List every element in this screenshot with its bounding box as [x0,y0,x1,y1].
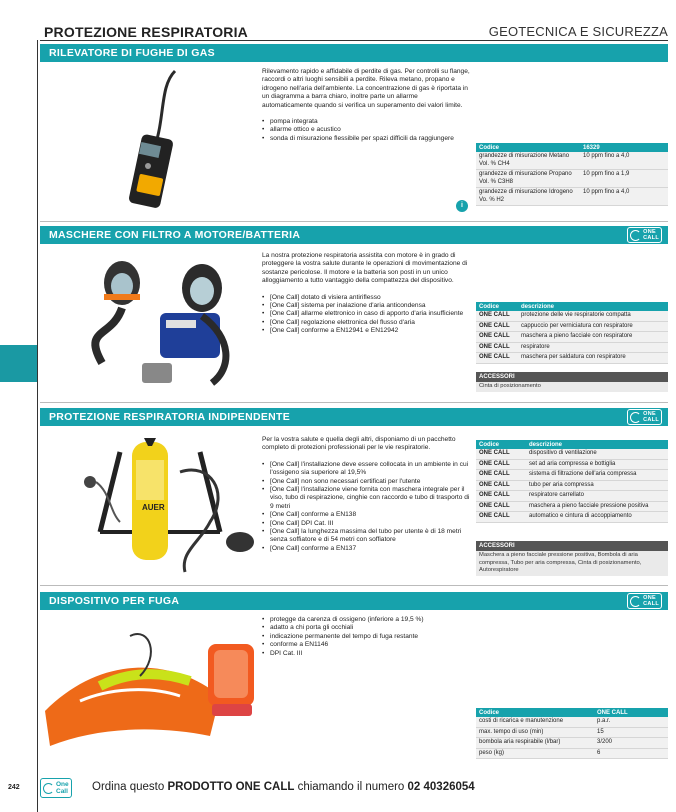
section-divider [40,585,668,586]
table-header: ONE CALL [594,708,668,717]
phone-number[interactable]: 02 40326054 [407,781,475,793]
page-tab-accent [0,345,37,382]
bullet-item: • [One Call] dotato di visiera antiriflesso [262,294,470,302]
table-row [476,188,668,206]
mask-kit-image [42,248,247,398]
table-cell: grandezze di misurazione Propano Vol. % C3H8 [476,170,580,188]
table-cell: 10 ppm fino a 4,0 [580,152,668,170]
section-title: MASCHERE CON FILTRO A MOTORE/BATTERIA [49,229,301,241]
escape-bullet-list [262,616,470,658]
bullet-item: • [One Call] non sono necessari certificati per l'utente [262,478,470,486]
bullet-item: • [One Call] la lunghezza massima del tubo per utente è di 18 metri senza soffiatore e di 54 metri con soffiatore [262,528,470,545]
table-row: ONE CALL set ad aria compressa e bottiglia [476,459,668,470]
independent-product-table [476,440,668,523]
one-call-logo: One Call [40,778,72,799]
table-row [476,152,668,170]
gas-detector-image [80,66,280,226]
bullet-item: • indicazione permanente del tempo di fuga restante [262,633,470,641]
bullet-item: • [One Call] conforme a EN12941 e EN12942 [262,327,470,335]
tank-label: AUER [142,503,165,512]
table-row: peso (kg) 6 [476,748,668,759]
masks-description [262,252,470,336]
phone-swirl-icon [630,596,641,607]
table-row: ONE CALL maschera a pieno facciale con respiratore [476,332,668,343]
bullet-item: • [One Call] conforme a EN137 [262,545,470,553]
escape-description [262,616,470,658]
header-rule [40,40,668,41]
table-row: ONE CALL maschera per saldatura con respiratore [476,353,668,364]
bullet-item: • [One Call] allarme elettronico in caso di apporto d'aria insufficiente [262,310,470,318]
table-header: Codice [476,440,526,449]
section-title: RILEVATORE DI FUGHE DI GAS [49,47,215,59]
table-header: Codice [476,302,518,311]
bullet-item: • [One Call] l'installazione deve essere collocata in un ambiente in cui l'ossigeno sia superiore al 19,5% [262,461,470,478]
phone-swirl-icon [630,412,641,423]
bullet-item: • [One Call] conforme a EN138 [262,511,470,519]
table-row: bombola aria respirabile (l/bar) 3/200 [476,738,668,749]
left-margin-rule [37,40,38,812]
one-call-badge: ONE CALL [627,409,662,429]
accessories-header: ACCESSORI [476,372,668,382]
independent-description-text: Per la vostra salute e quella degli altri, disponiamo di un pacchetto completo di protezioni professionali per le vie respiratorie. [262,436,456,452]
breathing-apparatus-image [60,432,270,582]
bullet-item: • allarme ottico e acustico [262,126,470,134]
table-row: ONE CALL automatico e cintura di accoppiamento [476,512,668,523]
table-row: ONE CALL respiratore carrellato [476,491,668,502]
table-row: ONE CALL tubo per aria compressa [476,480,668,491]
gas-bullet-list [262,118,470,143]
phone-swirl-icon [630,230,641,241]
section-header-independent [40,408,668,426]
accessories-header: ACCESSORI [476,541,668,551]
accessories-text: Maschera a pieno facciale pressione positiva, Bombola di aria compressa, Tubo per aria compressa, Cinta di posizionamento, Autorespiratore [476,551,668,576]
bullet-item: • [One Call] l'installazione viene fornita con maschera integrale per il viso, tubo di respirazione, cinghie con raccordo e tubo di trasporto di 9 metri [262,486,470,511]
bullet-item: • [One Call] regolazione elettronica del flusso d'aria [262,319,470,327]
bullet-item: • DPI Cat. III [262,650,470,658]
section-header-escape [40,592,668,610]
table-cell: grandezze di misurazione Idrogeno Vo. % H2 [476,188,580,206]
table-header: 16329 [580,143,668,152]
page-number: 242 [8,784,20,791]
section-header-gas [40,44,668,62]
masks-product-table [476,302,668,364]
section-divider [40,221,668,222]
table-row: costi di ricarica e manutenzione p.a.r. [476,717,668,727]
table-row [476,170,668,188]
table-cell: 10 ppm fino a 1,9 [580,170,668,188]
independent-description [262,436,470,553]
section-title: DISPOSITIVO PER FUGA [49,595,180,607]
table-row: ONE CALL cappuccio per verniciatura con respiratore [476,321,668,332]
gas-description-text: Rilevamento rapido e affidabile di perdite di gas. Per controlli su flange, raccordi o altri luoghi sensibili a perdite. Rileva metano, propano e idrogeno nell'aria dell'ambiente. La concentrazione di gas è riportata in un diagramma a barra chiaro, inoltre parte un allarme automaticamente quando si verifica un superamento dei valori limite. [262,68,470,109]
page-title: PROTEZIONE RESPIRATORIA [44,24,248,40]
info-icon: i [456,200,468,212]
table-header: Codice [476,708,594,717]
escape-spec-table [476,708,668,759]
bullet-item: • sonda di misurazione flessibile per spazi difficili da raggiungere [262,135,470,143]
bullet-item: • conforme a EN1146 [262,641,470,649]
table-header: descrizione [526,440,668,449]
masks-bullet-list [262,294,470,336]
gas-description [262,68,470,143]
section-title: PROTEZIONE RESPIRATORIA INDIPENDENTE [49,411,291,423]
one-call-badge: ONE CALL [627,227,662,247]
table-header: Codice [476,143,580,152]
table-row: ONE CALL protezione delle vie respiratorie compatta [476,311,668,321]
masks-description-text: La nostra protezione respiratoria assistita con motore è in grado di proteggere la vostra salute durante le operazioni di movimentazione di sostanze pericolose. Il motore e la batteria son posti in un unico alloggiamento a tutto vantaggio della compattezza del dispositivo. [262,252,468,285]
table-header: descrizione [518,302,668,311]
table-cell: grandezze di misurazione Metano Vol. % CH4 [476,152,580,170]
gas-spec-table [476,143,668,206]
table-row: ONE CALL sistema di filtrazione dell'aria compressa [476,470,668,481]
section-header-masks [40,226,668,244]
section-divider [40,402,668,403]
bullet-item: • [One Call] DPI Cat. III [262,520,470,528]
footer-order-text: Ordina questo PRODOTTO ONE CALL chiamando il numero 02 40326054 [92,781,475,793]
bullet-item: • pompa integrata [262,118,470,126]
phone-swirl-icon [43,783,54,794]
bullet-item: • protegge da carenza di ossigeno (inferiore a 19,5 %) [262,616,470,624]
bullet-item: • adatto a chi porta gli occhiali [262,624,470,632]
table-cell: 10 ppm fino a 4,0 [580,188,668,206]
table-row: ONE CALL maschera a pieno facciale pressione positiva [476,501,668,512]
independent-bullet-list [262,461,470,553]
table-row: ONE CALL dispositivo di ventilazione [476,449,668,459]
table-row: max. tempo di uso (min) 15 [476,727,668,738]
category-label: GEOTECNICA E SICUREZZA [488,24,668,39]
one-call-badge: ONE CALL [627,593,662,613]
accessories-text: Cinta di posizionamento [476,382,668,392]
escape-device-image [40,616,270,766]
table-row: ONE CALL respiratore [476,342,668,353]
bullet-item: • [One Call] sistema per inalazione d'aria anticondensa [262,302,470,310]
